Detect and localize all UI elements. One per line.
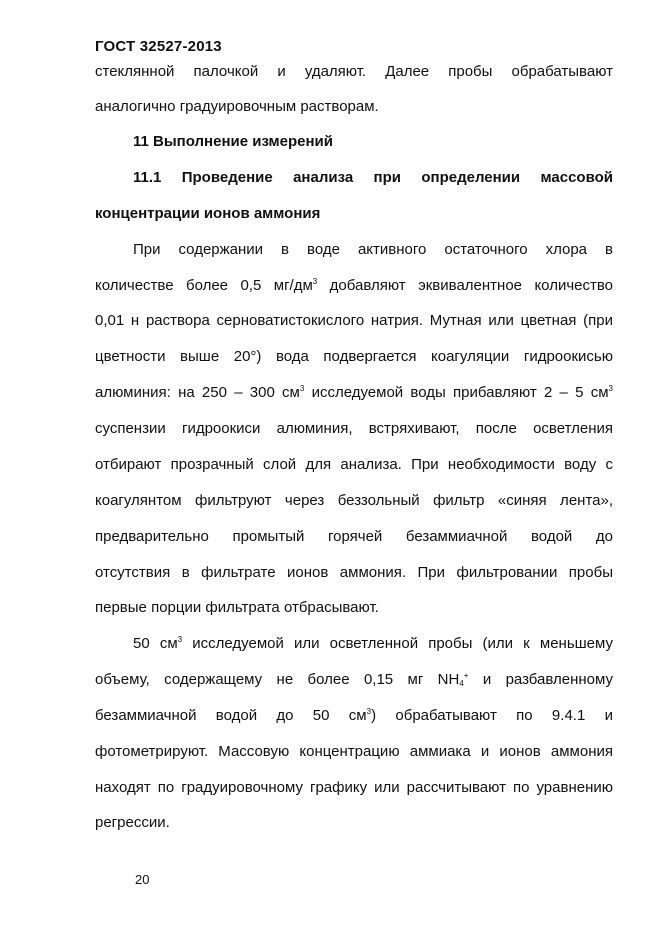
paragraph-line: количестве более 0,5 $мг/дм^3$ добавляют эквивалентное количество xyxy=(95,277,613,294)
paragraph-line: регрессии. xyxy=(95,814,170,831)
paragraph-line: отбирают прозрачный слой для анализа. При необходимости воду с xyxy=(95,456,613,473)
paragraph-line: суспензии гидроокиси алюминия, встряхивают, после осветления xyxy=(95,420,613,437)
page-number: 20 xyxy=(135,872,150,887)
paragraph-line: безаммиачной водой до 50 $см^3$) обрабатывают по 9.4.1 и xyxy=(95,707,613,724)
paragraph-line: предварительно промытый горячей безаммиачной водой до xyxy=(95,528,613,545)
paragraph-line: При содержании в воде активного остаточного хлора в xyxy=(133,241,613,258)
section-title: 11 Выполнение измерений xyxy=(133,133,333,150)
document-header: ГОСТ 32527-2013 xyxy=(95,38,222,55)
paragraph-line: объему, содержащему не более 0,15 мг $NH_4^+$ и разбавленному xyxy=(95,671,613,688)
paragraph-line: фотометрируют. Массовую концентрацию аммиака и ионов аммония xyxy=(95,743,613,760)
subsection-title-line1: 11.1 Проведение анализа при определении массовой xyxy=(133,169,613,186)
subsection-title-line2: концентрации ионов аммония xyxy=(95,205,321,222)
paragraph-line: коагулянтом фильтруют через беззольный фильтр «синяя лента», xyxy=(95,492,613,509)
paragraph-line: 50 $см^3$ исследуемой или осветленной пробы (или к меньшему xyxy=(133,635,613,652)
paragraph-line: 0,01 н раствора серноватистокислого натрия. Мутная или цветная (при xyxy=(95,312,613,329)
paragraph-line: алюминия: на 250 – 300 $см^3$ исследуемой воды прибавляют 2 – 5 $см^3$ xyxy=(95,384,613,401)
paragraph-line: находят по градуировочному графику или рассчитывают по уравнению xyxy=(95,779,613,796)
text-line: стеклянной палочкой и удаляют. Далее пробы обрабатывают xyxy=(95,63,613,80)
paragraph-line: первые порции фильтрата отбрасывают. xyxy=(95,599,379,616)
text-line: аналогично градуировочным растворам. xyxy=(95,98,379,115)
paragraph-line: отсутствия в фильтрате ионов аммония. При фильтровании пробы xyxy=(95,564,613,581)
paragraph-line: цветности выше 20°) вода подвергается коагуляции гидроокисью xyxy=(95,348,613,365)
